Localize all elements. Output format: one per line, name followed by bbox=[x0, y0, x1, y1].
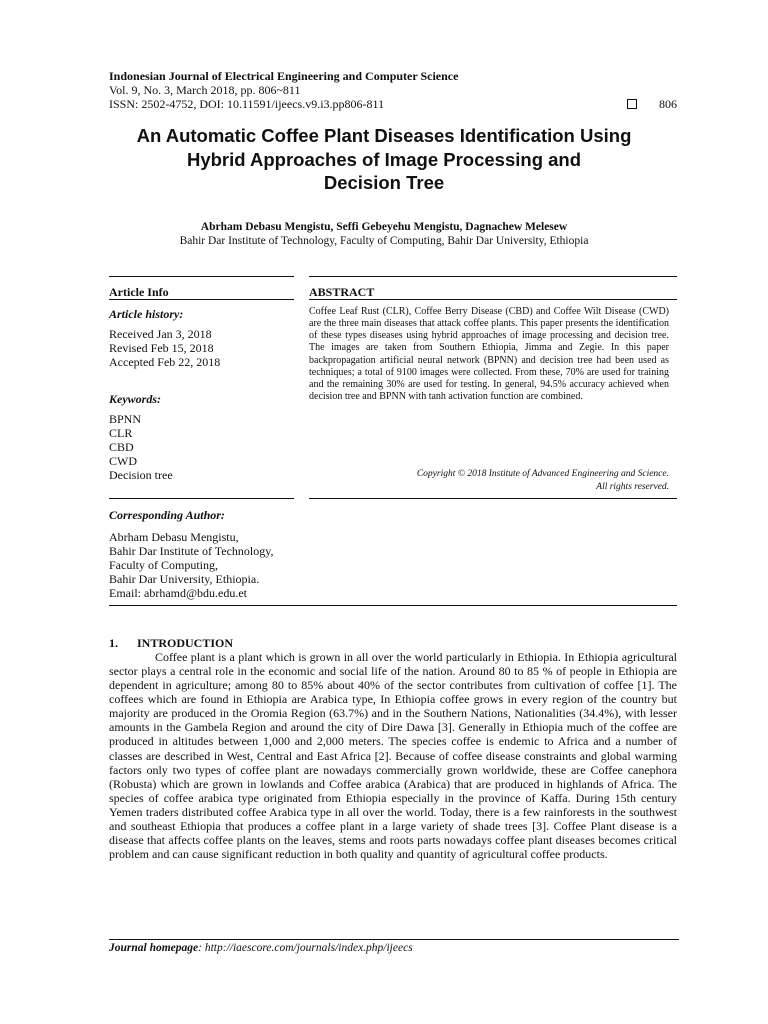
footer-rule bbox=[109, 939, 679, 940]
keyword-item: CWD bbox=[109, 454, 137, 468]
section-number: 1. bbox=[109, 636, 118, 650]
corresponding-heading: Corresponding Author: bbox=[109, 508, 225, 522]
article-history-heading: Article history: bbox=[109, 307, 184, 321]
abstract-top-rule bbox=[309, 276, 677, 277]
corresponding-email: Email: abrhamd@bdu.edu.et bbox=[109, 586, 248, 600]
keyword-item: CLR bbox=[109, 426, 133, 440]
article-info-top-rule bbox=[109, 276, 294, 277]
title-line-1: An Automatic Coffee Plant Diseases Identification Using bbox=[136, 125, 632, 146]
received-date: Received Jan 3, 2018 bbox=[109, 327, 212, 341]
corresponding-line: Abrham Debasu Mengistu, bbox=[109, 530, 239, 544]
author-list: Abrham Debasu Mengistu, Seffi Gebeyehu Mengistu, Dagnachew Melesew bbox=[200, 221, 568, 233]
introduction-text: Coffee plant is a plant which is grown in all over the world particularly in Ethiopia. In Ethiopia agricultural sector plays a central role in the economic and social life of the nation. Around 80 to 85 % of people in Ethiopia are dependent in agriculture; among 80 to 85% about 40% of the sector contributes from cultivation of coffee [1]. The coffees which are found in Ethiopia are Arabica type, In Ethiopia coffee grows in every region of the country but majority are produced in the Oromia Region (63.7%) and in the Southern Nations, Nationalities (34.4%), with lesser amounts in the Gambela Region and around the city of Dire Dawa [3]. Generally in Ethiopia much of the coffee are produced in altitudes between 1,000 and 2,000 meters. The species coffee is endemic to Africa and a number of classes are described in West, Central and East Africa [2]. Because of coffee disease constraints and global warming factors only two types of coffee plant are nowadays commercially grown worldwide, these are Coffee canephora (Robusta) which are grown in lowlands and Coffee arabica (Arabica) that are produced in highlands of Africa. The species of coffee arabica type originated from Ethiopia especially in the province of Kaffa. During 15th century Yemen traders distributed coffee Arabica type in all over the world. Today, there is a few rainforests in the southwest and southeast Ethiopia that produces a coffee plant in a large variety of shade trees [3]. Coffee Plant disease is a disease that affects coffee plants on the leaves, stems and roots parts nowadays coffee plant diseases becomes critical problem and can cause significant reduction in both quality and quantity of agricultural coffee products. bbox=[109, 650, 677, 862]
abstract-heading: ABSTRACT bbox=[309, 285, 375, 299]
issn-doi: ISSN: 2502-4752, DOI: 10.11591/ijeecs.v9.i3.pp806-811 bbox=[109, 97, 385, 111]
journal-name: Indonesian Journal of Electrical Engineering and Computer Science bbox=[109, 69, 459, 83]
square-box-icon bbox=[627, 99, 637, 109]
paper-title bbox=[100, 124, 668, 195]
section-heading-introduction bbox=[109, 636, 233, 651]
keyword-item: BPNN bbox=[109, 412, 142, 426]
corresponding-line: Bahir Dar University, Ethiopia. bbox=[109, 572, 260, 586]
corresponding-line: Bahir Dar Institute of Technology, bbox=[109, 544, 274, 558]
copyright-notice bbox=[309, 468, 669, 493]
section-title: INTRODUCTION bbox=[137, 636, 234, 650]
article-info-heading-rule bbox=[109, 299, 294, 300]
corresponding-line: Faculty of Computing, bbox=[109, 558, 218, 572]
keywords-heading: Keywords: bbox=[109, 392, 161, 406]
author-bottom-rule bbox=[109, 605, 677, 606]
revised-date: Revised Feb 15, 2018 bbox=[109, 341, 214, 355]
introduction-paragraph bbox=[109, 650, 677, 861]
accepted-date: Accepted Feb 22, 2018 bbox=[109, 355, 221, 369]
abstract-bottom-rule bbox=[309, 498, 677, 499]
journal-header bbox=[109, 69, 677, 111]
keyword-item: CBD bbox=[109, 440, 134, 454]
keywords-bottom-rule bbox=[109, 498, 294, 499]
author-affiliation: Bahir Dar Institute of Technology, Faculty of Computing, Bahir Dar University, Ethiopia bbox=[179, 235, 589, 247]
abstract-body: Coffee Leaf Rust (CLR), Coffee Berry Disease (CBD) and Coffee Wilt Disease (CWD) are the three main diseases that attack coffee plants. This paper presents the identification of these types diseases using hybrid approaches of image processing and decision tree. The images are taken from Southern Ethiopia, Jimma and Zegie. In this paper backpropagation artificial neural network (BPNN) and decision tree had been used as techniques; a total of 9100 images were collected. From these, 70% are used for training and the remaining 30% are used for testing. In general, 94.5% accuracy achieved when decision tree and BPNN with tanh activation function are combined. bbox=[309, 306, 669, 403]
copyright-line-2: All rights reserved. bbox=[596, 481, 669, 492]
copyright-line-1: Copyright © 2018 Institute of Advanced Engineering and Science. bbox=[416, 469, 669, 479]
keywords-block bbox=[109, 392, 294, 482]
journal-homepage-footer: Journal homepage: http://iaescore.com/journals/index.php/ijeecs bbox=[109, 942, 413, 954]
article-history bbox=[109, 307, 294, 369]
keyword-item: Decision tree bbox=[109, 468, 173, 482]
volume-info: Vol. 9, No. 3, March 2018, pp. 806~811 bbox=[109, 83, 301, 97]
corresponding-author bbox=[109, 508, 309, 600]
title-line-3: Decision Tree bbox=[323, 172, 445, 193]
page-number: 806 bbox=[659, 97, 677, 111]
title-line-2: Hybrid Approaches of Image Processing and bbox=[186, 148, 582, 170]
article-info-heading: Article Info bbox=[109, 285, 169, 299]
homepage-label: Journal homepage bbox=[109, 942, 199, 954]
homepage-url[interactable]: http://iaescore.com/journals/index.php/ijeecs bbox=[204, 942, 413, 954]
